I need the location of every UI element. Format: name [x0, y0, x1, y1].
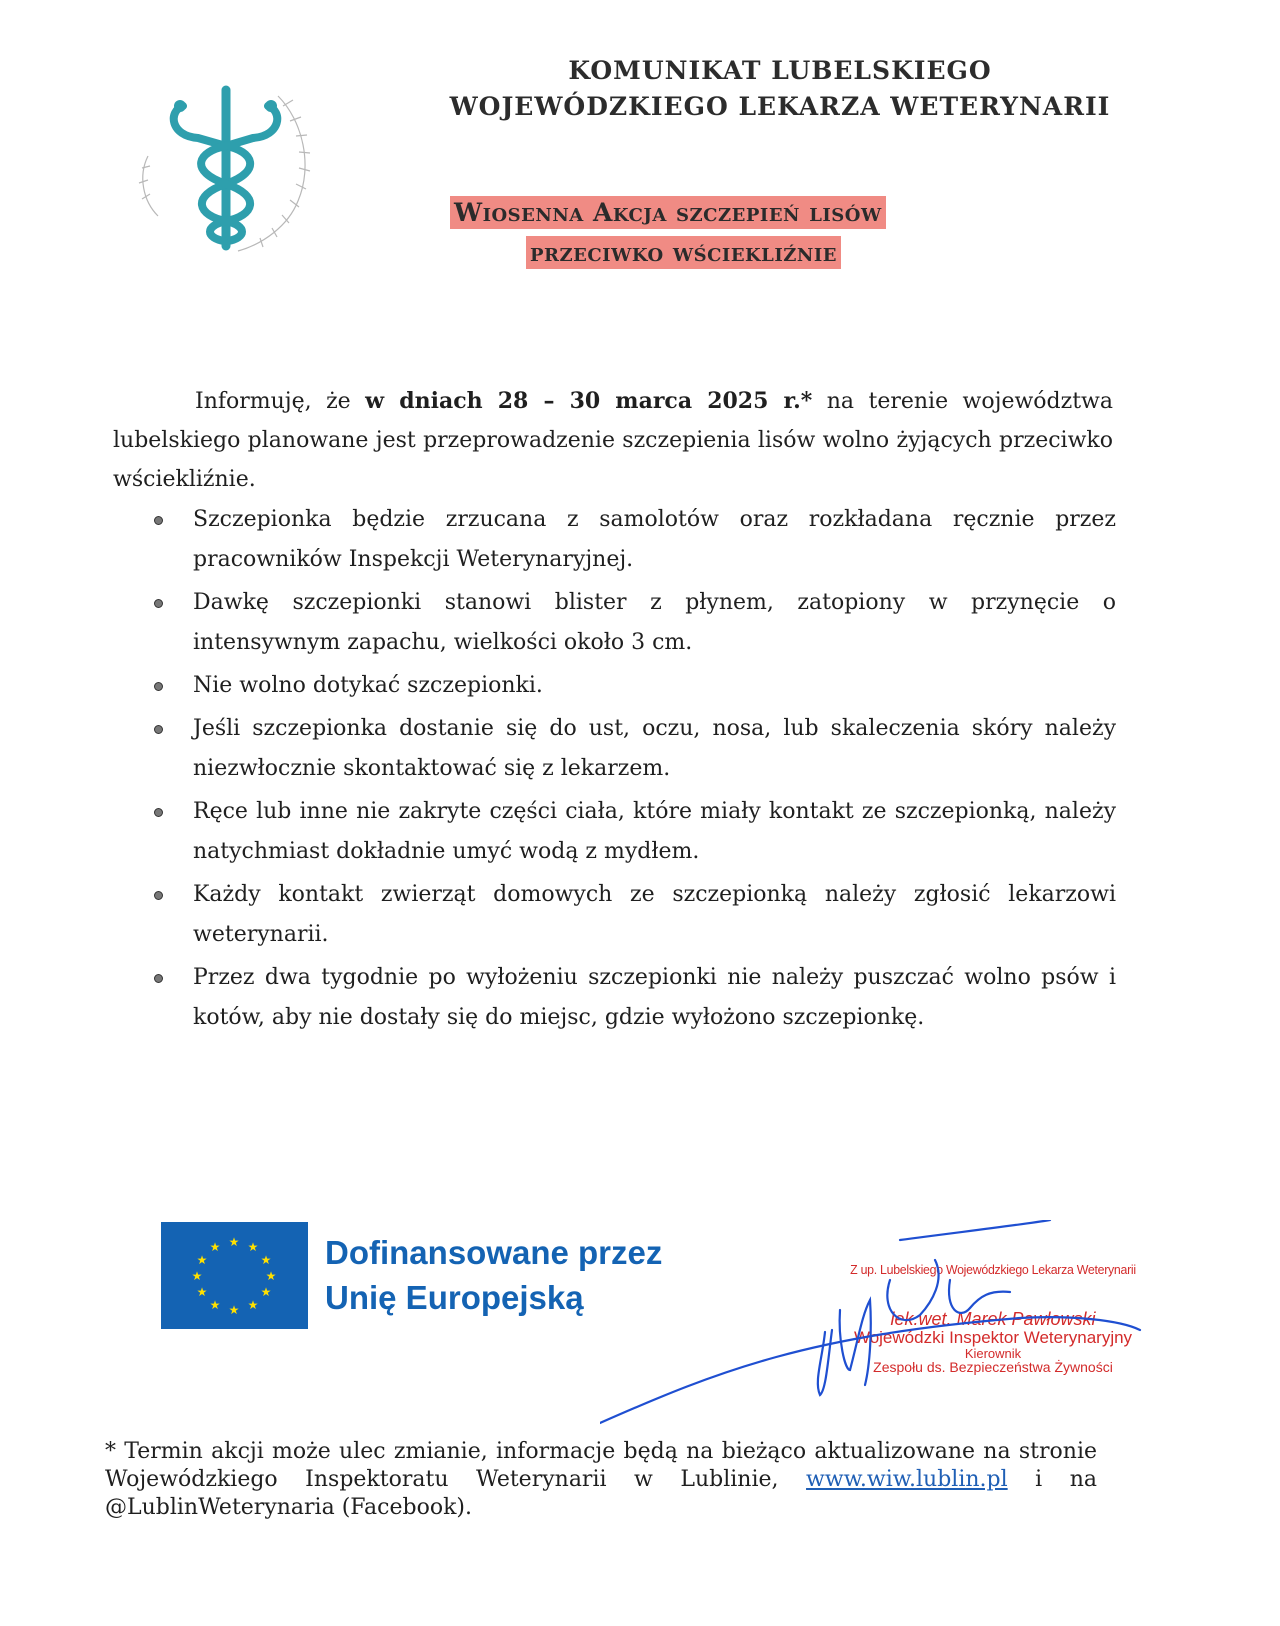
- svg-text:★: ★: [191, 1269, 203, 1283]
- action-title-line1: Wiosenna Akcja szczepień lisów: [450, 196, 886, 229]
- eu-line2: Unię Europejską: [325, 1279, 584, 1316]
- website-link[interactable]: www.wiw.lublin.pl: [806, 1467, 1008, 1492]
- eu-flag-icon: [161, 1222, 308, 1329]
- list-item: Szczepionka będzie zrzucana z samolotów oraz rozkładana ręcznie przez pracowników Inspekcji Weterynaryjnej.: [148, 500, 1116, 580]
- bullet-icon: [154, 682, 163, 691]
- stamp-line5: Zespołu ds. Bezpieczeństwa Żywności: [873, 1359, 1113, 1375]
- bullet-icon: [154, 725, 163, 734]
- action-title-line2: przeciwko wściekliźnie: [526, 236, 841, 269]
- svg-text:★: ★: [260, 1285, 272, 1299]
- svg-text:★: ★: [228, 1303, 240, 1317]
- list-item: Dawkę szczepionki stanowi blister z płynem, zatopiony w przynęcie o intensywnym zapachu, wielkości około 3 cm.: [148, 583, 1116, 663]
- list-item: Każdy kontakt zwierząt domowych ze szczepionką należy zgłosić lekarzowi weterynarii.: [148, 875, 1116, 955]
- stamp-line3: Wojewódzki Inspektor Weterynaryjny: [853, 1328, 1133, 1347]
- intro-paragraph: [113, 382, 1113, 499]
- svg-text:★: ★: [196, 1285, 208, 1299]
- svg-text:★: ★: [196, 1253, 208, 1267]
- stamp-line1: Z up. Lubelskiego Wojewódzkiego Lekarza Weterynarii: [850, 1262, 1136, 1277]
- list-item: Przez dwa tygodnie po wyłożeniu szczepionki nie należy puszczać wolno psów i kotów, aby nie dostały się do miejsc, gdzie wyłożono szczepionkę.: [148, 958, 1116, 1038]
- stamp-name: lek.wet. Marek Pawłowski: [890, 1309, 1096, 1329]
- svg-text:★: ★: [228, 1235, 240, 1249]
- list-item: Jeśli szczepionka dostanie się do ust, oczu, nosa, lub skaleczenia skóry należy niezwłocznie skontaktować się z lekarzem.: [148, 709, 1116, 789]
- bullet-icon: [154, 516, 163, 525]
- bullet-icon: [154, 599, 163, 608]
- intro-text-after: na terenie województwa lubelskiego planowane jest przeprowadzenie szczepienia lisów wolno żyjących przeciwko wściekliźnie.: [113, 389, 1114, 492]
- svg-text:★: ★: [260, 1253, 272, 1267]
- eu-line1: Dofinansowane przez: [325, 1234, 663, 1271]
- stamp-line4: Kierownik: [964, 1346, 1022, 1361]
- svg-text:★: ★: [247, 1240, 259, 1254]
- bullet-icon: [154, 891, 163, 900]
- bullet-list: [148, 500, 1116, 1041]
- list-item: Ręce lub inne nie zakryte części ciała, które miały kontakt ze szczepionką, należy natychmiast dokładnie umyć wodą z mydłem.: [148, 792, 1116, 872]
- caduceus-logo-icon: [128, 76, 324, 256]
- svg-text:★: ★: [209, 1240, 221, 1254]
- bullet-icon: [154, 974, 163, 983]
- page-title-line2: WOJEWÓDZKIEGO LEKARZA WETERYNARII: [449, 92, 1111, 121]
- signature-icon: [600, 1220, 1160, 1430]
- footnote-text-after: i na @LublinWeterynaria (Facebook).: [105, 1467, 1097, 1520]
- svg-text:★: ★: [265, 1269, 277, 1283]
- list-item: Nie wolno dotykać szczepionki.: [148, 666, 1116, 706]
- svg-text:★: ★: [247, 1298, 259, 1312]
- footnote: [105, 1438, 1097, 1522]
- svg-text:★: ★: [209, 1298, 221, 1312]
- intro-text-before: Informuję, że: [195, 389, 366, 414]
- bullet-icon: [154, 808, 163, 817]
- intro-dates: w dniach 28 – 30 marca 2025 r.*: [365, 388, 813, 414]
- footnote-text-before: * Termin akcji może ulec zmianie, informacje będą na bieżąco aktualizowane na stronie Wojewódzkiego Inspektoratu Weterynarii w Lublinie,: [105, 1439, 1097, 1492]
- page-title-line1: KOMUNIKAT LUBELSKIEGO: [568, 56, 992, 85]
